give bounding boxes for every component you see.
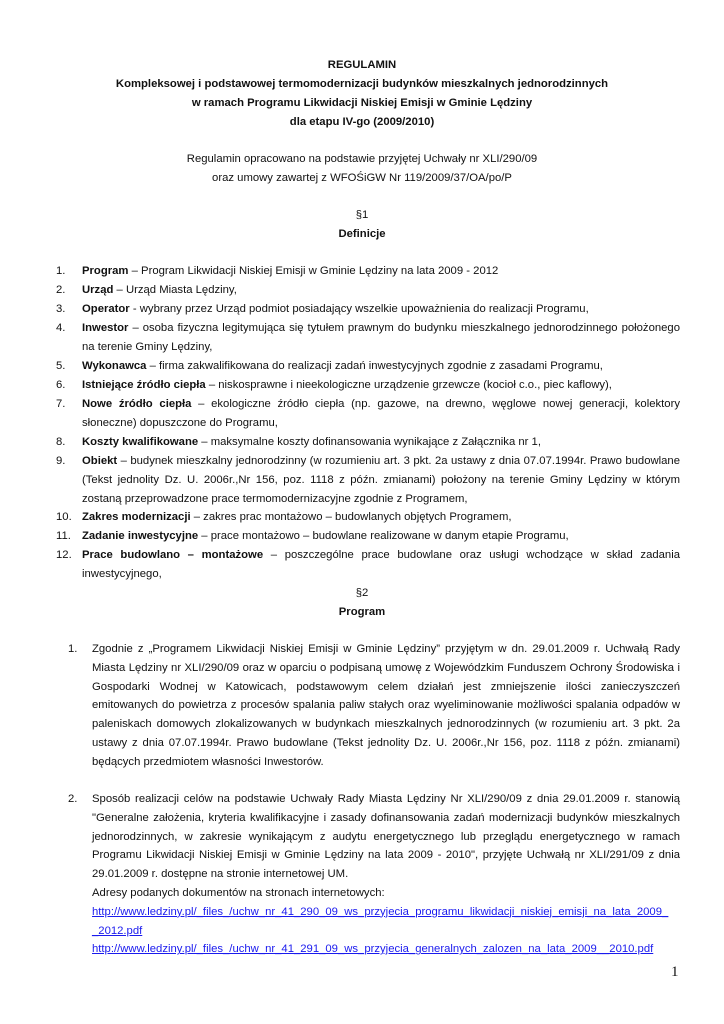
definition-description: – prace montażowo – budowlane realizowane w danym etapie Programu, (198, 530, 569, 542)
definition-number: 8. (56, 436, 66, 448)
definition-number: 10. (56, 511, 72, 523)
definition-description: – niskosprawne i nieekologiczne urządzenie grzewcze (kocioł c.o., piec kaflowy), (205, 379, 612, 391)
definition-item (56, 319, 680, 357)
definition-text (82, 527, 680, 546)
program-link-line-1[interactable]: http://www.ledziny.pl/_files_/uchw_nr_41_290_09_ws_przyjecia_programu_likwidacji_niskiej_emisji_na_lata_2009_ (92, 905, 669, 918)
definition-term: Nowe źródło ciepła (82, 398, 192, 410)
definition-term: Urząd (82, 284, 114, 296)
definition-item (56, 433, 680, 452)
document-basis-2: oraz umowy zawartej z WFOŚiGW Nr 119/2009/37/OA/po/P (212, 172, 512, 184)
document-subtitle-2: w ramach Programu Likwidacji Niskiej Emisji w Gminie Lędziny (191, 97, 533, 109)
definition-item (56, 452, 680, 508)
section-1-number: §1 (355, 209, 369, 221)
section-2-title: Program (338, 606, 386, 618)
definition-text (82, 357, 680, 376)
definition-term: Zadanie inwestycyjne (82, 530, 199, 542)
definition-item (56, 300, 680, 319)
program-paragraph-2 (68, 790, 680, 959)
paragraph-text: Sposób realizacji celów na podstawie Uchwały Rady Miasta Lędziny Nr XLI/290/09 z dnia 29.01.2009 r. stanowią "Generalne założenia, kryteria kwalifikacyjne i zasady dofinansowania zadań modernizacji budynków mieszkalnych jednorodzinnych, w zakresie wynikającym z audytu energetycznego lub przeglądu energetycznego w ramach Programu Likwidacji Niskiej Emisji w Gminie Lędziny na lata 2009 - 2010", przyjęte Uchwałą nr XLI/291/09 z dnia 29.01.2009 r. dostępne na stronie internetowej UM. (92, 793, 680, 881)
addresses-label: Adresy podanych dokumentów na stronach internetowych: (92, 886, 385, 899)
definition-term: Program (82, 265, 129, 277)
definition-number: 3. (56, 303, 66, 315)
definition-number: 4. (56, 322, 66, 334)
definition-term: Obiekt (82, 455, 118, 467)
paragraph-text: Zgodnie z „Programem Likwidacji Niskiej Emisji w Gminie Lędziny” przyjętym w dn. 29.01.2009 r. Uchwałą Rady Miasta Lędziny nr XLI/290/09 oraz w oparciu o podpisaną umowę z Wojewódzkim Funduszem Ochrony Środowiska i Gospodarki Wodnej w Katowicach, podstawowym celem działań jest zmniejszenie ilości zanieczyszczeń emitowanych do powietrza z procesów spalania paliw stałych oraz wyeliminowanie możliwości spalania odpadów w paleniskach domowych zlokalizowanych w budynkach mieszkalnych jednorodzinnych (w rozumieniu art. 3 pkt. 2a ustawy z dnia 07.07.1994r. Prawo budowlane (Tekst jednolity Dz. U. 2006r.,Nr 156, poz. 1118 z późn. zmianami) będących przedmiotem własności Inwestorów. (92, 643, 680, 768)
general-assumptions-link[interactable]: http://www.ledziny.pl/_files_/uchw_nr_41_291_09_ws_przyjecia_generalnych_zalozen_na_lata_2009__2010.pdf (92, 943, 654, 956)
definition-term: Prace budowlano – montażowe (82, 549, 264, 561)
paragraph-number: 2. (68, 793, 78, 805)
definition-text (82, 319, 680, 357)
document-title: REGULAMIN (327, 59, 397, 71)
definition-item (56, 508, 680, 527)
definition-number: 12. (56, 549, 72, 561)
definition-description: - wybrany przez Urząd podmiot posiadający wszelkie upoważnienia do realizacji Programu, (129, 303, 589, 315)
definition-item (56, 527, 680, 546)
document-stage: dla etapu IV-go (2009/2010) (289, 116, 435, 128)
definition-description: – budynek mieszkalny jednorodzinny (w rozumieniu art. 3 pkt. 2a ustawy z dnia 07.07.1994r. Prawo budowlane (Tekst jednolity Dz. U. 2006r.,Nr 156, poz. 1118 z późn. zmianami) położony na terenie Gminy Lędziny w którym zostaną przeprowadzone prace termomodernizacyjne zgodnie z Programem, (82, 455, 680, 505)
program-paragraph-1 (68, 640, 680, 772)
definition-item (56, 357, 680, 376)
definition-term: Zakres modernizacji (82, 511, 191, 523)
page-number: 1 (671, 964, 679, 980)
definition-text (82, 300, 680, 319)
definition-term: Wykonawca (82, 360, 147, 372)
definition-number: 1. (56, 265, 66, 277)
definition-description: – osoba fizyczna legitymująca się tytułem prawnym do budynku mieszkalnego jednorodzinnego położonego na terenie Gminy Lędziny, (82, 322, 680, 353)
definition-description: – poszczególne prace budowlane oraz usługi wchodzące w skład zadania inwestycyjnego, (82, 549, 680, 580)
definition-number: 11. (56, 530, 71, 542)
definition-number: 6. (56, 379, 66, 391)
definition-text (82, 281, 680, 300)
definition-item (56, 546, 680, 584)
definition-text (82, 395, 680, 433)
definition-description: – Program Likwidacji Niskiej Emisji w Gminie Lędziny na lata 2009 - 2012 (128, 265, 499, 277)
definition-term: Istniejące źródło ciepła (82, 379, 206, 391)
definition-item (56, 281, 680, 300)
definition-text (82, 546, 680, 584)
definition-description: – firma zakwalifikowana do realizacji zadań inwestycyjnych zgodnie z zasadami Programu, (146, 360, 603, 372)
definition-text (82, 433, 680, 452)
definition-text (82, 508, 680, 527)
definition-term: Operator (82, 303, 130, 315)
definition-item (56, 262, 680, 281)
definition-text (82, 262, 680, 281)
program-link-line-2[interactable]: _2012.pdf (92, 924, 143, 937)
definition-text (82, 376, 680, 395)
definition-description: – Urząd Miasta Lędziny, (113, 284, 237, 296)
section-2-number: §2 (355, 587, 369, 599)
document-subtitle: Kompleksowej i podstawowej termomodernizacji budynków mieszkalnych jednorodzinnych (115, 78, 609, 90)
definition-description: – ekologiczne źródło ciepła (np. gazowe, na drewno, węglowe nowej generacji, kolektory słoneczne) dopuszczone do Programu, (82, 398, 680, 429)
document-basis: Regulamin opracowano na podstawie przyjętej Uchwały nr XLI/290/09 (186, 153, 538, 165)
definition-description: – zakres prac montażowo – budowlanych objętych Programem, (190, 511, 512, 523)
definition-number: 2. (56, 284, 66, 296)
definition-number: 7. (56, 398, 66, 410)
definition-item (56, 395, 680, 433)
definition-term: Inwestor (82, 322, 129, 334)
definition-text (82, 452, 680, 508)
definition-number: 9. (56, 455, 66, 467)
paragraph-number: 1. (68, 643, 78, 655)
section-1-title: Definicje (338, 228, 386, 240)
definition-item (56, 376, 680, 395)
definition-description: – maksymalne koszty dofinansowania wynikające z Załącznika nr 1, (198, 436, 541, 448)
program-document-link[interactable] (92, 903, 680, 941)
definition-term: Koszty kwalifikowane (82, 436, 199, 448)
definition-number: 5. (56, 360, 66, 372)
